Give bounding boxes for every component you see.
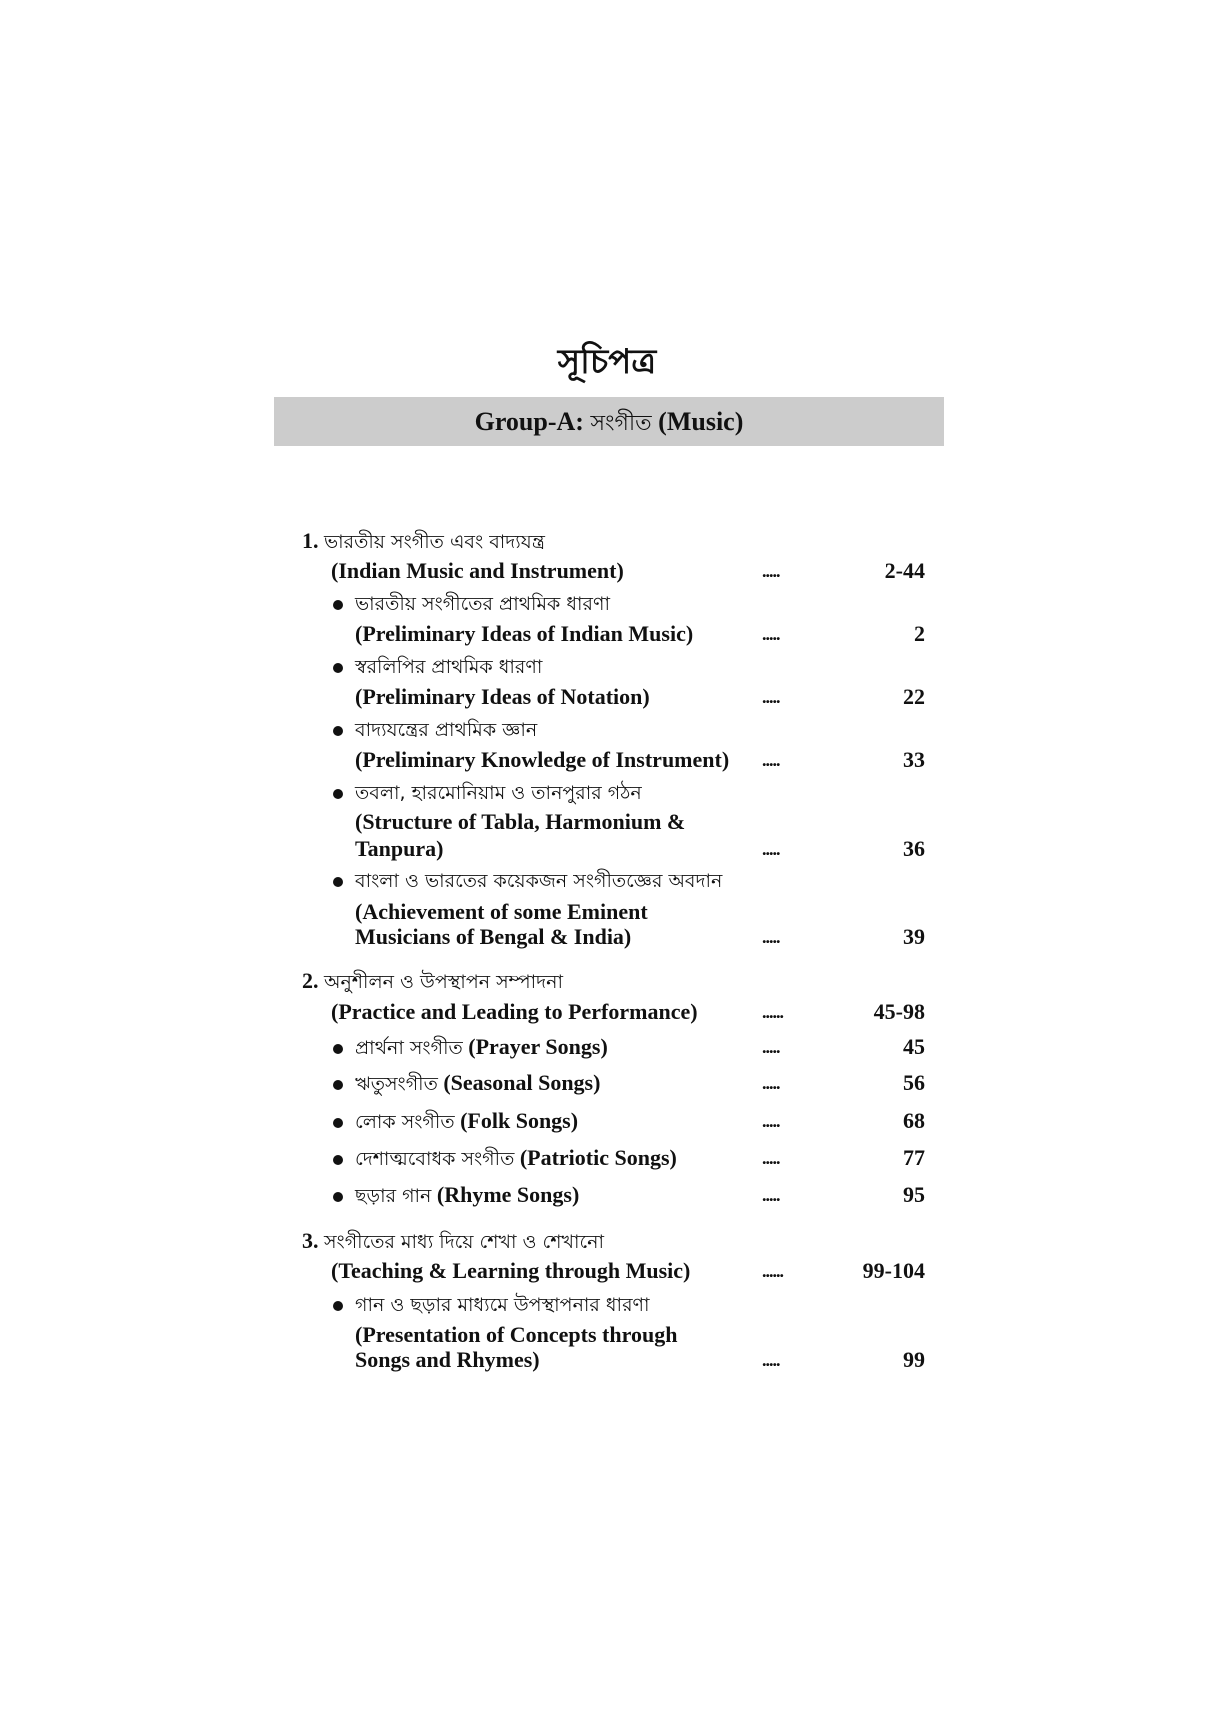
bullet-item (333, 1032, 608, 1062)
page-range: 2-44 (884, 558, 925, 583)
page-number: 95 (903, 1182, 925, 1207)
bullet-item (333, 1180, 579, 1210)
bullet-item (333, 1068, 600, 1098)
leader-dots: ...... (762, 1002, 783, 1022)
item-title-en: (Preliminary Ideas of Indian Music) (355, 621, 694, 646)
section-title-bn: অনুশীলন ও উপস্থাপন সম্পাদনা (324, 971, 564, 993)
leader-dots: ..... (762, 624, 780, 644)
bullet-item-bn: গান ও ছড়ার মাধ্যমে উপস্থাপনার ধারণা (333, 1290, 650, 1320)
item-title-en: (Seasonal Songs) (443, 1070, 601, 1095)
leader-dots: ..... (762, 1148, 780, 1168)
item-title-en-cont: Musicians of Bengal & India) (355, 924, 632, 949)
bullet-item-bn: বাদ্যযন্ত্রের প্রাথমিক জ্ঞান (333, 715, 537, 745)
leader-dots: ..... (762, 1350, 780, 1370)
item-title-en-cont: Tanpura) (355, 836, 444, 861)
item-title-bn: ঋতুসংগীত (355, 1073, 438, 1095)
leader-dots: ..... (762, 750, 780, 770)
item-title-en: (Rhyme Songs) (436, 1182, 580, 1207)
section-1-heading (302, 526, 545, 556)
item-title-en: (Presentation of Concepts through (355, 1322, 678, 1347)
item-title-en: (Folk Songs) (460, 1108, 579, 1133)
page-number: 68 (903, 1108, 925, 1133)
group-title-en: (Music) (658, 407, 744, 436)
section-title-bn: ভারতীয় সংগীত এবং বাদ্যযন্ত্র (324, 531, 545, 553)
page-number: 45 (903, 1034, 925, 1059)
item-title-en: (Patriotic Songs) (519, 1145, 677, 1170)
page-number: 2 (914, 621, 925, 646)
bullet-item (333, 1143, 677, 1173)
leader-dots: ...... (762, 1261, 783, 1281)
page-number: 36 (903, 836, 925, 861)
section-title-en: (Practice and Leading to Performance) (331, 999, 698, 1024)
item-title-en: (Structure of Tabla, Harmonium & (355, 809, 686, 834)
item-title-en: (Preliminary Ideas of Notation) (355, 684, 650, 709)
leader-dots: ..... (762, 1185, 780, 1205)
page-number: 39 (903, 924, 925, 949)
section-3-heading (302, 1226, 604, 1256)
leader-dots: ..... (762, 561, 780, 581)
leader-dots: ..... (762, 927, 780, 947)
group-title-bn: সংগীত (590, 411, 652, 436)
section-2-heading (302, 966, 563, 996)
section-title-en: (Indian Music and Instrument) (331, 558, 624, 583)
page-number: 22 (903, 684, 925, 709)
leader-dots: ..... (762, 1073, 780, 1093)
item-title-bn: দেশাত্মবোধক সংগীত (355, 1148, 515, 1170)
page-number: 33 (903, 747, 925, 772)
bullet-item-bn: বাংলা ও ভারতের কয়েকজন সংগীতজ্ঞের অবদান (333, 866, 722, 896)
page-title: সূচিপত্র (557, 342, 657, 382)
item-title-bn: লোক সংগীত (355, 1111, 455, 1133)
item-title-bn: ছড়ার গান (355, 1185, 432, 1207)
page-number: 56 (903, 1070, 925, 1095)
item-title-en: (Achievement of some Eminent (355, 899, 648, 924)
leader-dots: ..... (762, 687, 780, 707)
leader-dots: ..... (762, 1037, 780, 1057)
leader-dots: ..... (762, 839, 780, 859)
bullet-item-bn: স্বরলিপির প্রাথমিক ধারণা (333, 652, 542, 682)
section-number: 3. (302, 1228, 319, 1253)
section-title-bn: সংগীতের মাধ্য দিয়ে শেখা ও শেখানো (324, 1231, 604, 1253)
section-title-en: (Teaching & Learning through Music) (331, 1258, 691, 1283)
page-number: 99 (903, 1347, 925, 1372)
page-number: 77 (903, 1145, 925, 1170)
group-prefix: Group-A: (474, 407, 584, 436)
leader-dots: ..... (762, 1111, 780, 1131)
bullet-item-bn: তবলা, হারমোনিয়াম ও তানপুরার গঠন (333, 778, 642, 808)
page-range: 45-98 (873, 999, 925, 1024)
item-title-en: (Preliminary Knowledge of Instrument) (355, 747, 730, 772)
page-range: 99-104 (862, 1258, 925, 1283)
section-number: 2. (302, 968, 319, 993)
bullet-item (333, 1106, 578, 1136)
group-heading-band (274, 397, 944, 446)
bullet-item-bn: ভারতীয় সংগীতের প্রাথমিক ধারণা (333, 589, 610, 619)
section-number: 1. (302, 528, 319, 553)
item-title-en: (Prayer Songs) (468, 1034, 608, 1059)
item-title-bn: প্রার্থনা সংগীত (355, 1037, 463, 1059)
item-title-en-cont: Songs and Rhymes) (355, 1347, 540, 1372)
